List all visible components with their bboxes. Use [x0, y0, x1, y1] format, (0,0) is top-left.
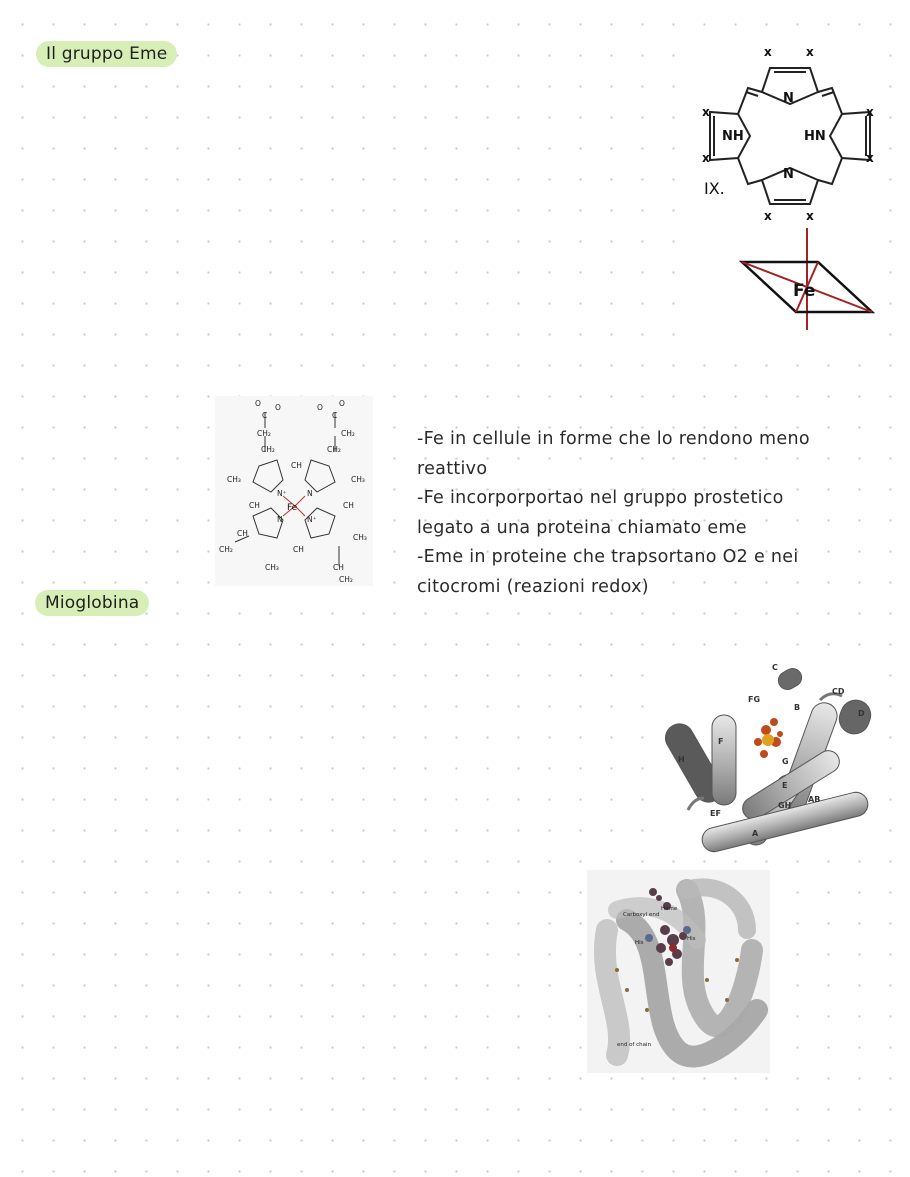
- heme-ch2-3: CH₂: [261, 445, 275, 454]
- note-line: reattivo: [417, 458, 488, 479]
- heme-ch2-1: CH₂: [257, 429, 271, 438]
- notes-text: [417, 425, 887, 602]
- heme-ch2-2: CH₂: [341, 429, 355, 438]
- porphyrin-n-top: N: [783, 91, 794, 106]
- section-title-heme: Il gruppo Eme: [36, 41, 177, 67]
- heme-ch3-1: CH₃: [227, 475, 241, 484]
- helix-label-h: H: [678, 755, 685, 764]
- heme-ch-bottom: CH: [293, 545, 304, 554]
- porphyrin-x-right-bottom: x: [866, 151, 874, 165]
- heme-o-left-1: O: [255, 399, 261, 408]
- porphyrin-hn-right: HN: [804, 129, 826, 144]
- porphyrin-ring-figure: [700, 40, 880, 340]
- helix-label-c: C: [772, 663, 778, 672]
- heme-o-right-1: O: [317, 403, 323, 412]
- heme-n-plus-2: N⁺: [307, 515, 317, 524]
- heme-ch-right: CH: [343, 501, 354, 510]
- porphyrin-x-left-bottom: x: [702, 151, 710, 165]
- helix-label-a: A: [752, 829, 759, 838]
- helix-label-fg: FG: [748, 695, 761, 704]
- fe-plane-label: Fe: [793, 281, 816, 301]
- porphyrin-roman-label: IX.: [704, 179, 725, 198]
- helix-label-cd: CD: [832, 687, 845, 696]
- helix-label-e: E: [782, 781, 788, 790]
- ball-label-his-2: His: [687, 936, 696, 942]
- porphyrin-x-left-top: x: [702, 105, 710, 119]
- heme-structure-figure: [215, 396, 373, 586]
- note-line: -Fe in cellule in forme che lo rendono meno: [417, 429, 810, 449]
- ball-label-his-1: His: [635, 940, 644, 946]
- helix-label-d: D: [858, 709, 865, 718]
- heme-ch-top: CH: [291, 461, 302, 470]
- helix-label-b: B: [794, 703, 801, 712]
- myoglobin-ball-model-figure: [587, 870, 770, 1073]
- porphyrin-nh-left: NH: [722, 129, 744, 144]
- heme-n-2: N: [277, 515, 283, 524]
- heme-c-left: C: [262, 411, 268, 420]
- note-line: citocromi (reazioni redox): [417, 576, 649, 597]
- heme-ch-left: CH: [249, 501, 260, 510]
- heme-o-right-2: O: [339, 399, 345, 408]
- porphyrin-x-top-right: x: [806, 45, 814, 59]
- section-title-myoglobin: Mioglobina: [35, 590, 149, 616]
- heme-ch3-2: CH₃: [351, 475, 365, 484]
- note-line: -Fe incorporportao nel gruppo prostetico: [417, 488, 784, 508]
- myoglobin-ribbon-figure: [660, 660, 882, 860]
- note-line: -Eme in proteine che trapsortano O2 e nei: [417, 547, 799, 567]
- porphyrin-x-bottom-right: x: [806, 209, 814, 223]
- heme-o-left-2: O: [275, 403, 281, 412]
- helix-label-gh: GH: [778, 801, 792, 810]
- ball-label-heme: Heme: [661, 906, 678, 912]
- porphyrin-x-bottom-left: x: [764, 209, 772, 223]
- heme-c-right: C: [332, 411, 338, 420]
- heme-ch-vinyl-1: CH: [237, 529, 248, 538]
- heme-ch3-4: CH₃: [353, 533, 367, 542]
- porphyrin-x-right-top: x: [866, 105, 874, 119]
- helix-label-f: F: [718, 737, 724, 746]
- heme-ch2-5: CH₂: [219, 545, 233, 554]
- helix-label-g: G: [782, 757, 789, 766]
- porphyrin-x-top-left: x: [764, 45, 772, 59]
- helix-label-ef: EF: [710, 809, 721, 818]
- ball-label-end-of-chain: end of chain: [617, 1042, 652, 1048]
- heme-fe-label: Fe: [287, 503, 298, 513]
- heme-n-plus-1: N⁺: [277, 489, 287, 498]
- helix-label-ab: AB: [808, 795, 821, 804]
- heme-ch2-6: CH₂: [339, 575, 353, 584]
- heme-ch-vinyl-2: CH: [333, 563, 344, 572]
- ball-label-carboxyl: Carboxyl end: [623, 912, 660, 918]
- heme-n-1: N: [307, 489, 313, 498]
- heme-ch2-4: CH₂: [327, 445, 341, 454]
- note-line: legato a una proteina chiamato eme: [417, 517, 747, 538]
- porphyrin-n-bottom: N: [783, 167, 794, 182]
- heme-ch3-3: CH₃: [265, 563, 279, 572]
